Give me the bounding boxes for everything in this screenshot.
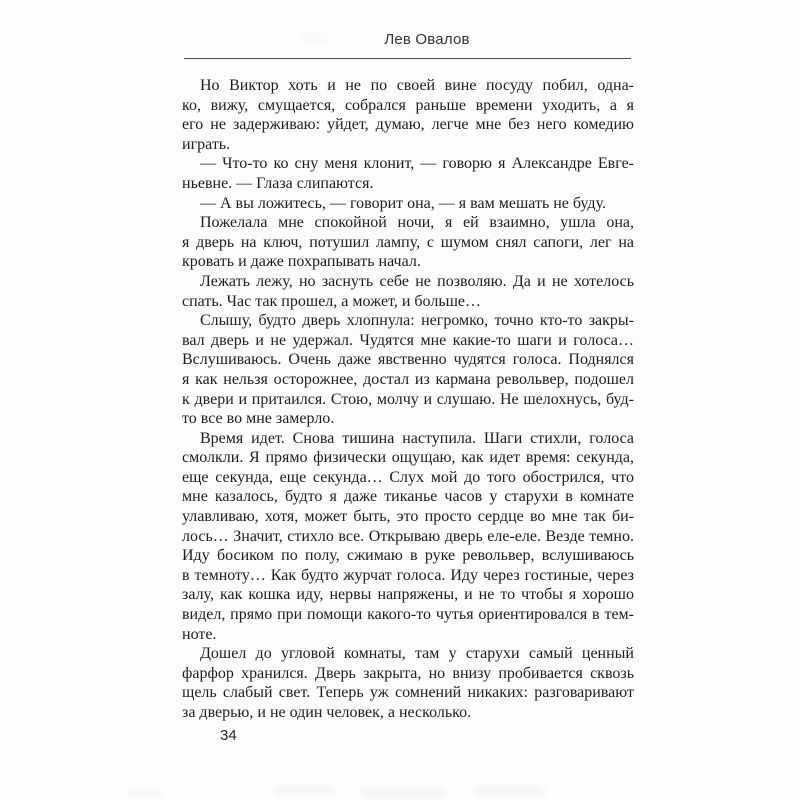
scan-smudge bbox=[360, 789, 445, 797]
text-line: в темноту… Как будто журчат голоса. Иду через гостиные, через bbox=[182, 566, 634, 584]
text-line: вал дверь и не удержал. Чудятся мне какие-то шаги и голоса… bbox=[182, 331, 634, 349]
page-number: 34 bbox=[220, 727, 237, 744]
text-line: ноте. bbox=[182, 625, 217, 643]
paragraph bbox=[182, 194, 634, 214]
text-line: смолкли. Я прямо физически ощущаю, как идет время: секунда, bbox=[182, 449, 634, 467]
text-line: Время идет. Снова тишина наступила. Шаги стихли, голоса bbox=[200, 429, 634, 447]
text-line: — Что-то ко сну меня клонит, — говорю я Александре Евге- bbox=[200, 155, 634, 173]
text-line: Пожелала мне спокойной ночи, я ей взаимно, ушла она, bbox=[200, 214, 634, 232]
text-line: то все во мне замерло. bbox=[182, 410, 335, 428]
text-line: видел, прямо при помощи какого-то чутья ориентировался в тем- bbox=[182, 606, 634, 624]
text-line: улавливаю, хотя, может быть, это просто сердце во мне так би- bbox=[182, 508, 634, 526]
text-line: за дверью, и не один человек, а несколько. bbox=[182, 704, 472, 721]
running-header-author: Лев Овалов bbox=[384, 31, 470, 48]
text-line: Лежать лежу, но заснуть себе не позволяю. Да и не хотелось bbox=[200, 272, 634, 290]
paragraph bbox=[182, 154, 634, 193]
paragraph bbox=[182, 213, 634, 272]
text-line: — А вы ложитесь, — говорит она, — я вам мешать не буду. bbox=[200, 194, 606, 212]
text-line: лось… Значит, стихло все. Открываю дверь еле-еле. Везде темно. bbox=[182, 527, 634, 545]
scan-smudge bbox=[300, 34, 328, 41]
text-line: фарфор хранился. Дверь закрыта, но внизу пробивается сквозь bbox=[182, 664, 634, 682]
paragraph bbox=[182, 644, 634, 722]
paragraph bbox=[182, 311, 634, 429]
scan-smudge bbox=[275, 786, 335, 794]
text-line: к двери и притаился. Стою, молчу и слушаю. Не шелохнусь, буд- bbox=[182, 390, 634, 408]
header-rule-divider bbox=[184, 58, 631, 59]
text-line: Дошел до угловой комнаты, там у старухи самый ценный bbox=[200, 645, 634, 663]
text-line: Но Виктор хоть и не по своей вине посуду побил, одна- bbox=[200, 77, 634, 94]
text-line: я как нельзя осторожнее, достал из кармана револьвер, подошел bbox=[182, 370, 634, 388]
text-line: еще секунда, еще секунда… Слух мой до того обострился, что bbox=[182, 468, 634, 486]
text-line: Вслушиваюсь. Очень даже явственно чудятся голоса. Поднялся bbox=[182, 351, 634, 369]
text-line: играть. bbox=[182, 135, 231, 153]
text-line: щель слабый свет. Теперь уж сомнений никаких: разговаривают bbox=[182, 684, 634, 702]
scan-smudge bbox=[475, 787, 545, 796]
text-line: я дверь на ключ, потушил лампу, с шумом снял сапоги, лег на bbox=[182, 233, 634, 251]
scan-smudge bbox=[128, 790, 163, 797]
text-line: ньевне. — Глаза слипаются. bbox=[182, 174, 374, 192]
paragraph bbox=[182, 76, 634, 154]
text-line: мне казалось, будто я даже тиканье часов у старухи в комнате bbox=[182, 488, 634, 506]
text-line: Слышу, будто дверь хлопнула: негромко, точно кто-то закры- bbox=[200, 312, 634, 330]
text-line: Иду босиком по полу, сжимаю в руке револьвер, вслушиваюсь bbox=[182, 547, 634, 565]
text-line: ко, вижу, смущается, собрался раньше времени уходить, а я bbox=[182, 96, 634, 114]
text-line: его не задерживаю: уйдет, думаю, легче мне без него комедию bbox=[182, 116, 634, 134]
text-line: кровать и даже похрапывать начал. bbox=[182, 253, 421, 271]
paragraph bbox=[182, 272, 634, 311]
paragraph bbox=[182, 429, 634, 645]
body-text bbox=[182, 76, 634, 723]
text-line: спать. Час так прошел, а может, и больше… bbox=[182, 292, 482, 310]
text-line: залу, как кошка иду, нервы напряжены, и не то чтобы я хорошо bbox=[182, 586, 634, 604]
